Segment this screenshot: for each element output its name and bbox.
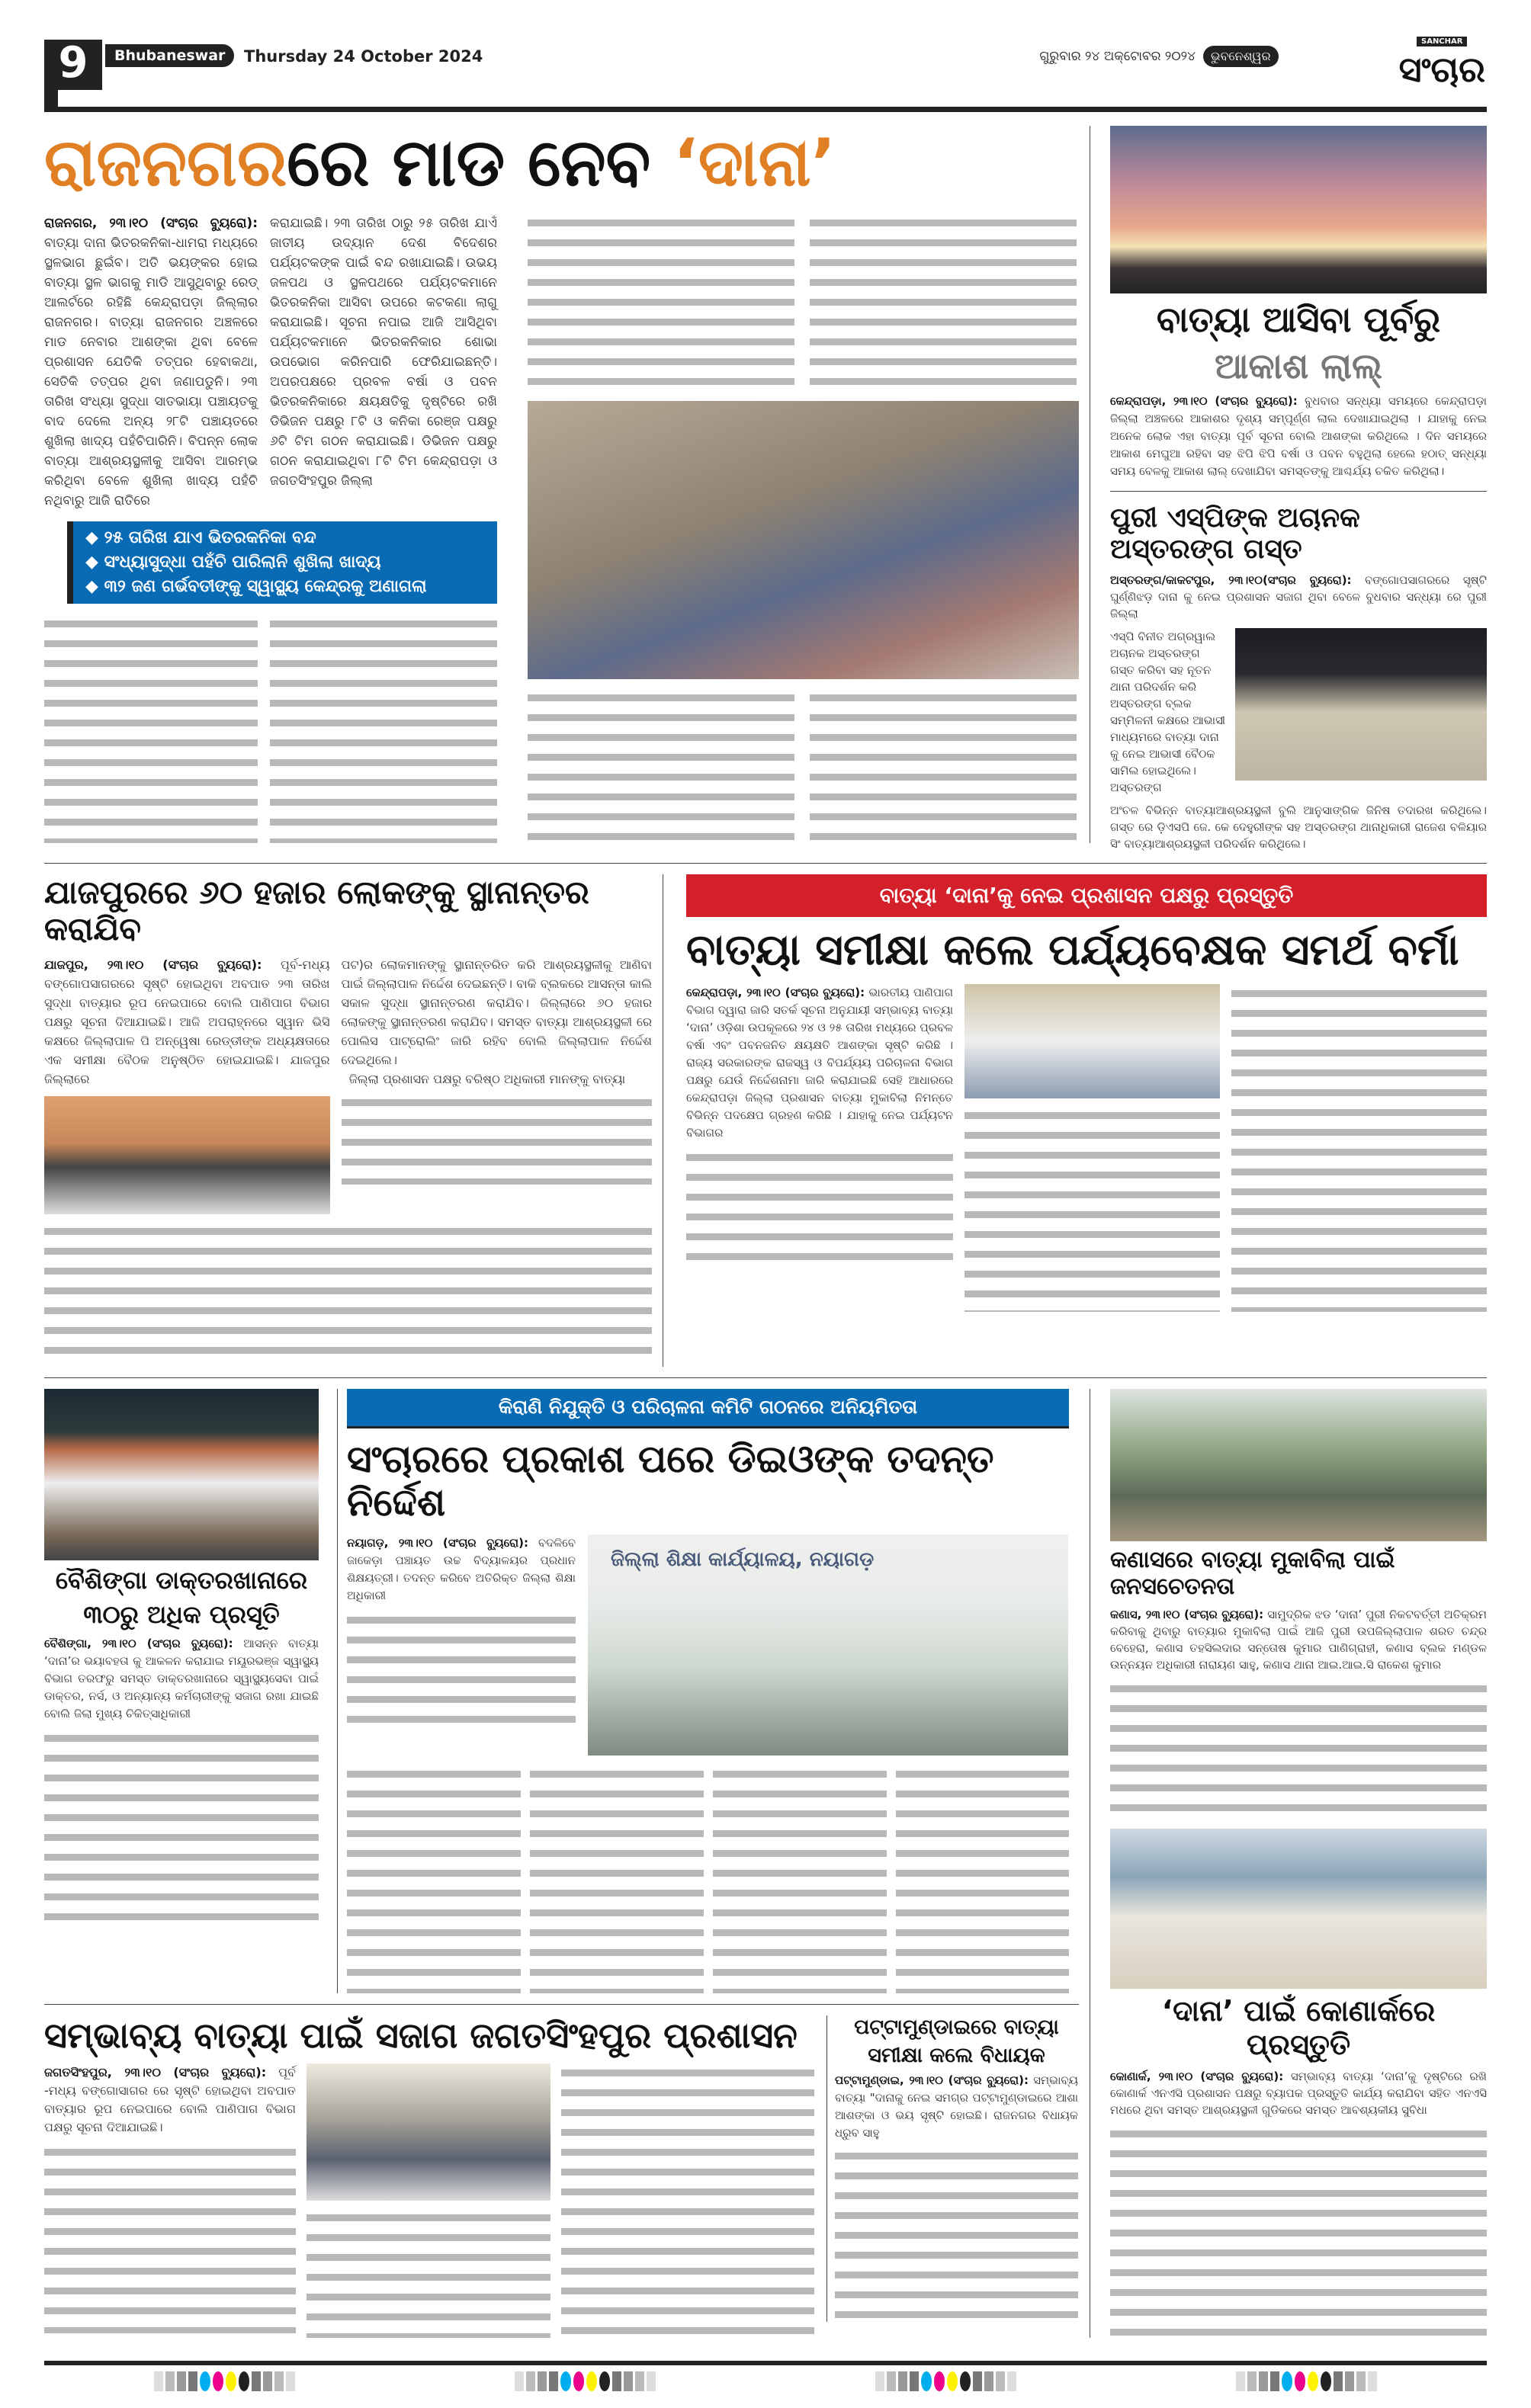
kanas-photo <box>1110 1389 1487 1541</box>
page-header <box>44 37 1487 90</box>
kanas-headline: କଣାସରେ ବାତ୍ୟା ମୁକାବିଲା ପାଇଁ ଜନସଚେତନତା <box>1110 1547 1395 1600</box>
baishinga-text: ବୈଶିଙ୍ଗା, ୨୩।୧୦ (ସଂଚାର ବ୍ୟୁରୋ): ଆସନ୍ନ ବାତ୍ୟା ‘ଦାନା’ର ଭୟାବହତା କୁ ଆକଳନ କରାଯାଇ ମୟୂରଭଞ୍ଜ ସ୍ୱାସ୍ଥ୍ୟ ବିଭାଗ ତରଫରୁ ସମସ୍ତ ଡାକ୍ତରଖାନାରେ ସ୍ୱାସ୍ଥ୍ୟସେବା ପାଇଁ ଡାକ୍ତର, ନର୍ସ, ଓ ଅନ୍ୟାନ୍ୟ କର୍ମଚାରୀଙ୍କୁ ସଜାଗ ରଖା ଯାଇଛି ବୋଲି ଜିଲା ମୁଖ୍ୟ ଚିକିତ୍ସାଧିକାରୀ <box>44 1636 319 1720</box>
lead-col2: କରାଯାଇଛି। ୨୩ ତାରିଖ ଠାରୁ ୨୫ ତାରିଖ ଯାଏଁ ଜାତୀୟ ଉଦ୍ୟାନ ଦେଶ ବିଦେଶର ପର୍ଯ୍ୟଟକଙ୍କ ପାଇଁ ବନ୍ଦ ରଖାଯାଇଛି। ଉଭୟ ଜଳପଥ ଓ ସ୍ଥଳପଥରେ ପର୍ଯ୍ୟଟକମାନେ ଭିତରକନିକା ଆସିବା ଉପରେ କଟକଣା ଲାଗୁ କରାଯାଇଛି। ସୂଚନା ନପାଇ ଆଜି ଆସିଥିବା ପର୍ଯ୍ୟଟକମାନେ ଭିତରକନିକାର ଶୋଭା ଉପଭୋଗ କରିନପାରି ଫେରିଯାଇଛନ୍ତି। ଅପରପକ୍ଷରେ ପ୍ରବଳ ବର୍ଷା ଓ ପବନ ଭିତରକନିକାରେ କ୍ଷୟକ୍ଷତିକୁ ଦୃଷ୍ଟିରେ ରଖି ଡିଭିଜନ ପକ୍ଷରୁ ୮ଟି ଓ କନିକା ରେଞ୍ଜ ପକ୍ଷରୁ ୬ଟି ଟିମ ଗଠନ କରାଯାଇଛି। ଡିଭିଜନ ପକ୍ଷରୁ ଗଠନ କରାଯାଇଥିବା ୮ଟି ଟିମ କେନ୍ଦ୍ରାପଡ଼ା ଓ ଜଗତସିଂହପୁର ଜିଲ୍ଲା <box>270 215 497 489</box>
page-number: 9 <box>44 40 102 90</box>
date-english: Thursday 24 October 2024 <box>244 47 483 66</box>
office-sign: ଜିଲ୍ଲା ଶିକ୍ଷା କାର୍ଯ୍ୟାଳୟ, ନୟାଗଡ଼ <box>611 1547 875 1571</box>
logo-small: SANCHAR <box>1417 37 1467 46</box>
kendrapara-kicker-banner: ବାତ୍ୟା ‘ଦାନା’କୁ ନେଇ ପ୍ରଶାସନ ପକ୍ଷରୁ ପ୍ରସ୍ତୁତି <box>686 874 1487 917</box>
kendrapara-headline: ବାତ୍ୟା ସମୀକ୍ଷା କଲେ ପର୍ଯ୍ୟବେକ୍ଷକ ସମର୍ଥ ବର୍ମା <box>686 925 1459 975</box>
header-rule <box>44 107 1487 112</box>
nayagarh-text: ନୟାଗଡ଼, ୨୩।୧୦ (ସଂଚାର ବ୍ୟୁରୋ): ବଦଳିବେ ଜାକେଡ଼ା ପଞ୍ଚାୟତ ଉଚ୍ଚ ବିଦ୍ୟାଳୟର ପ୍ରଧାନ ଶିକ୍ଷୟତ୍ରୀ। ତଦନ୍ତ କରିବେ ଅତିରିକ୍ତ ଜିଲ୍ଲା ଶିକ୍ଷା ଅଧିକାରୀ <box>347 1535 576 1602</box>
edition-odia-badge: ଭୁବନେଶ୍ୱର <box>1203 46 1279 67</box>
footer-rule <box>44 2361 1487 2365</box>
red-sky-headline-1: ବାତ୍ୟା ଆସିବା ପୂର୍ବରୁ <box>1156 299 1441 340</box>
konark-headline: ‘ଦାନା’ ପାଇଁ କୋଣାର୍କରେ ପ୍ରସ୍ତୁତି <box>1161 1994 1436 2061</box>
color-registration-bar <box>875 2371 1016 2391</box>
observer-meeting-photo <box>964 984 1220 1098</box>
edition-badge: Bhubaneswar <box>105 44 234 67</box>
color-registration-bar <box>154 2371 295 2391</box>
lead-col1: ରାଜନଗର, ୨୩।୧୦ (ସଂଚାର ବ୍ୟୁରୋ): ବାତ୍ୟା ଦାନା ଭିତରକନିକା-ଧାମରା ମଧ୍ୟରେ ସ୍ଥଳଭାଗ ଛୁଇଁବ। ଅତି ଭୟଙ୍କର ହୋଇ ବାତ୍ୟା ସ୍ଥଳ ଭାଗକୁ ମାଡି ଆସୁଥିବାରୁ ରେଡ୍ ଆଲର୍ଟରେ ରହିଛି କେନ୍ଦ୍ରାପଡ଼ା ଜିଲ୍ଲାର ରାଜନଗର। ବାତ୍ୟା ରାଜନଗର ଅଞ୍ଚଳରେ ମାଡ ନେବାର ଆଶଙ୍କା ଥିବା ବେଳେ ପ୍ରଶାସନ ଯେତିକି ତତ୍ପର ହେବାକଥା, ସେତିକି ତତ୍ପର ଥିବା ଜଣାପଡୁନି। ୨୩ ତାରିଖ ସଂଧ୍ୟା ସୁଦ୍ଧା ସାତଭାୟା ପଞ୍ଚାୟତକୁ ବାଦ ଦେଲେ ଅନ୍ୟ ୨୮ଟି ପଞ୍ଚାୟତରେ ଶୁଖିଲା ଖାଦ୍ୟ ପହଁଚିପାରିନି। ବିପନ୍ନ ଲୋକ ବାତ୍ୟା ଆଶ୍ରୟସ୍ଥଳୀକୁ ଆସିବା ଆରମ୍ଭ କରିଥିବା ବେଳେ ଶୁଖିଲା ଖାଦ୍ୟ ପହଁଚି ନଥିବାରୁ ଆଜି ରାତିରେ <box>44 215 258 508</box>
jajpur-story <box>44 874 663 1368</box>
kanas-text: କଣାସ, ୨୩।୧୦ (ସଂଚାର ବ୍ୟୁରୋ): ସାମୁଦ୍ରିକ ଝଡ ‘ଦାନା’ ପୁରୀ ନିକଟବର୍ତ୍ତୀ ଅତିକ୍ରମ କରିବାକୁ ଥିବାରୁ ବାତ୍ୟାର ମୁକାବିଲା ପାଇଁ ଆଜି ପୁରୀ ଉପଜିଲ୍ଲାପାଳ ଶରତ ଚନ୍ଦ୍ର ବେହେରା, କଣାସ ତହସିଲଦାର ସନ୍ତୋଷ କୁମାର ପାଣିଗ୍ରାହୀ, କଣାସ ବ୍ଲକ ମଣ୍ଡଳ ଉନ୍ନୟନ ଅଧିକାରୀ ନାରାୟଣ ସାହୁ, କଣାସ ଥାନା ଆଇ.ଆଇ.ସି ରାକେଶ କୁମାର <box>1110 1608 1487 1672</box>
pattamundai-headline-2: ସମୀକ୍ଷା କଲେ ବିଧାୟକ <box>868 2043 1045 2067</box>
date-odia: ଗୁରୁବାର ୨୪ ଅକ୍ଟୋବର ୨୦୨୪ <box>1039 49 1196 64</box>
red-sky-photo <box>1110 126 1487 293</box>
nayagarh-story <box>337 1389 1069 1993</box>
baishinga-headline-2: ୩୦ରୁ ଅଧିକ ପ୍ରସୂତି <box>83 1599 280 1629</box>
red-sky-text: କେନ୍ଦ୍ରାପଡ଼ା, ୨୩।୧୦ (ସଂଚାର ବ୍ୟୁରୋ): ବୁଧବାର ସନ୍ଧ୍ୟା ସମୟରେ କେନ୍ଦ୍ରାପଡ଼ା ଜିଲ୍ଲା ଅଞ୍ଚଳରେ ଆକାଶର ଦୃଶ୍ୟ ସମ୍ପୂର୍ଣ୍ଣ ଲାଲ ଦେଖାଯାଇଥିଲା । ଯାହାକୁ ନେଇ ଅନେକ ଲୋକ ଏହା ବାତ୍ୟା ପୂର୍ବ ସୂଚନା ବୋଲି ଆଶଙ୍କା କରିଥିଲେ । ଦିନ ସମୟରେ ଆକାଶ ମେଘୁଆ ରହିବା ସହ ଝିପି ଝିପି ବର୍ଷା ଓ ପବନ ବହୁଥିଲା ହେଲେ ହଠାତ୍ ସନ୍ଧ୍ୟା ସମୟ ବେଳକୁ ଆକାଶ ଲାଲ୍ ଦେଖାଯିବା ସମସ୍ତଙ୍କୁ ଆଶ୍ଚର୍ଯ୍ୟ ଚକିତ କରିଥିଲା। <box>1110 393 1487 478</box>
highlight-item: ◆ ୨୫ ତାରିଖ ଯାଏ ଭିତରକନିକା ବନ୍ଦ <box>85 527 316 547</box>
baishinga-story <box>44 1389 319 1927</box>
right-bottom-column <box>1110 1389 1487 2337</box>
deo-office-photo <box>588 1534 1068 1755</box>
lead-highlights-box <box>67 521 497 604</box>
police-patrol-photo <box>1235 628 1487 781</box>
highlight-item: ◆ ସଂଧ୍ୟାସୁଦ୍ଧା ପହଁଚି ପାରିଲାନି ଶୁଖିଲା ଖାଦ୍ୟ <box>85 552 381 572</box>
sanchar-logo: ସଂଚାର <box>1398 49 1485 90</box>
pattamundai-headline-1: ପଟ୍ଟାମୁଣ୍ଡାଇରେ ବାତ୍ୟା <box>854 2015 1059 2039</box>
puri-sp-text: ଅସ୍ତରଙ୍ଗ/କାକଟପୁର, ୨୩।୧୦(ସଂଚାର ବ୍ୟୁରୋ): ବଙ୍ଗୋପସାଗରରେ ସୃଷ୍ଟି ଘୁର୍ଣ୍ଣିଝଡ଼ ଦାନା କୁ ନେଇ ପ୍ରଶାସନ ସଜାଗ ଥିବା ବେଳେ ବୁଧବାର ସନ୍ଧ୍ୟା ରେ ପୁରୀ ଜିଲ୍ଲା <box>1110 572 1487 620</box>
color-registration-bar <box>515 2371 656 2391</box>
lead-story <box>44 126 1090 843</box>
puri-sp-headline: ପୁରୀ ଏସ୍‌ପିଙ୍କ ଅଚାନକ ଅସ୍ତରଙ୍ଗ ଗସ୍ତ <box>1110 502 1360 566</box>
jajpur-col2: ପଟ)ର ଲୋକମାନଙ୍କୁ ସ୍ଥାନାନ୍ତରିତ କରି ଆଶ୍ରୟସ୍ଥଳୀକୁ ଆଣିବା ପାଇଁ ଜିଲ୍ଲାପାଳ ନିର୍ଦ୍ଦେଶ ଦେଇଛନ୍ତି। ବାକି ବ୍ଲକରେ ଆସନ୍ତା କାଲି ସକାଳ ସୁଦ୍ଧା ସ୍ଥାନାନ୍ତରଣ କରାଯିବ। ଜିଲ୍ଲାରେ ୬୦ ହଜାର ଲୋକଙ୍କୁ ସ୍ଥାନାନ୍ତରଣ କରାଯିବ। ସମସ୍ତ ବାତ୍ୟା ଆଶ୍ରୟସ୍ଥଳୀ ରେ ପୋଲିସ ପାଟ୍ରୋଲିଂ ଜାରି ରହିବ ବୋଲି ଜିଲ୍ଲାପାଳ ନିର୍ଦ୍ଦେଶ ଦେଇଥିଲେ। ଜିଲ୍ଲା ପ୍ରଶାସନ ପକ୍ଷରୁ ବରିଷ୍ଠ ଅଧିକାରୀ ମାନଙ୍କୁ ବାତ୍ୟା <box>341 957 652 1087</box>
jagatsinghpur-story <box>44 2015 814 2338</box>
konark-beach-photo <box>1110 1829 1487 1989</box>
right-top-column <box>1110 126 1487 852</box>
pattamundai-text: ପଟ୍ଟାମୁଣ୍ଡାଇ, ୨୩।୧୦ (ସଂଚାର ବ୍ୟୁରୋ): ସମ୍ଭାବ୍ୟ ବାତ୍ୟା "ଦାନାକୁ ନେଇ ସମଗ୍ର ପଟ୍ଟାମୁଣ୍ଡାଇରେ ଆଶା ଆଶଙ୍କା ଓ ଭୟ ସୃଷ୍ଟି ହୋଇଛି। ରାଜନଗର ବିଧାୟକ ଧ୍ରୁବ ସାହୁ <box>835 2073 1078 2140</box>
jajpur-meeting-photo <box>44 1096 330 1214</box>
shelter-photo <box>528 401 1079 679</box>
konark-text: କୋଣାର୍କ, ୨୩।୧୦ (ସଂଚାର ବ୍ୟୁରୋ): ସମ୍ଭାବ୍ୟ ବାତ୍ୟା ‘ଦାନା’କୁ ଦୃଷ୍ଟିରେ ରଖି କୋଣାର୍କ ଏନଏସି ପ୍ରଶାସନ ପକ୍ଷରୁ ବ୍ୟାପକ ପ୍ରସ୍ତୁତି କାର୍ଯ୍ୟ କରାଯିବା ସହିତ ଏନଏସି ମଧରେ ଥିବା ସମସ୍ତ ଆଶ୍ରୟସ୍ଥଳୀ ଗୁଡିକରେ ସମସ୍ତ ଆବଶ୍ୟକୀୟ ସୁବିଧା <box>1110 2069 1487 2117</box>
nayagarh-kicker-banner: କିରାଣି ନିଯୁକ୍ତି ଓ ପରିଚାଳନା କମିଟି ଗଠନରେ ଅନିୟମିତତା <box>347 1389 1069 1428</box>
nayagarh-headline: ସଂଚାରରେ ପ୍ରକାଶ ପରେ ଡିଇଓଙ୍କ ତଦନ୍ତ ନିର୍ଦ୍ଦେଶ <box>347 1436 994 1525</box>
red-sky-headline-2: ଆକାଶ ଲାଲ୍ <box>1214 345 1383 386</box>
puri-sp-text-2: ଏସ୍ପି ବିନୀତ ଅଗ୍ରୱାଲ ଅଚାନକ ଅସ୍ତରଙ୍ଗ ଗସ୍ତ କରିବା ସହ ନୂତନ ଥାନା ପରିଦର୍ଶନ କରି ଅସ୍ତରଙ୍ଗ ବ୍ଲକ ସମ୍ମିଳନୀ କକ୍ଷରେ ଆଭାସୀ ମାଧ୍ୟମରେ ବାତ୍ୟା ଦାନା କୁ ନେଇ ଆଭାସୀ ବୈଠକ ସାମିଲ ହୋଇଥିଲେ। ଅସ୍ତରଙ୍ଗ <box>1110 629 1226 794</box>
puri-sp-text-3: ଅଂଚଳ ବିଭିନ୍ନ ବାତ୍ୟାଆଶ୍ରୟସ୍ଥଳୀ ବୁଲି ଆନୁସାଙ୍ଗିକ ଜିନିଷ ତଦାରଖ କରିଥିଲେ। ଗସ୍ତ ରେ ଡ଼ିଏସପି ଜେ. କେ ଦେହୁରୀଙ୍କ ସହ ଅସ୍ତରଙ୍ଗ ଥାନାଧିକାରୀ ରାଜେଶ ବଳିୟାର ସିଂ ବାତ୍ୟାଆଶ୍ରୟସ୍ଥଳୀ ପରିଦର୍ଶନ କରିଥିଲେ। <box>1110 803 1487 851</box>
jagatsinghpur-text: ଜଗତସିଂହପୁର, ୨୩।୧୦ (ସଂଚାର ବ୍ୟୁରୋ): ପୂର୍ବ -ମଧ୍ୟ ବଙ୍ଗୋସାଗର ରେ ସୃଷ୍ଟି ହୋଇଥିବା ଅବପାତ ବାତ୍ୟାର ରୂପ ନେଇପାରେ ବୋଲି ପାଣିପାଗ ବିଭାଗ ପକ୍ଷରୁ ସୂଚନା ଦିଆଯାଇଛି। <box>44 2064 296 2134</box>
kendrapara-text: କେନ୍ଦ୍ରାପଡ଼ା, ୨୩।୧୦ (ସଂଚାର ବ୍ୟୁରୋ): ଭାରତୀୟ ପାଣିପାଗ ବିଭାଗ ଦ୍ୱାରା ଜାରି ସତର୍କ ସୂଚନା ଅନୁଯାୟୀ ସମ୍ଭାବ୍ୟ ବାତ୍ୟା ‘ଦାନା’ ଓଡ଼ିଶା ଉପକୂଳରେ ୨୪ ଓ ୨୫ ତାରିଖ ମଧ୍ୟରେ ପ୍ରବଳ ବର୍ଷା ଏବଂ ପବନଜନିତ କ୍ଷୟକ୍ଷତି ଆଶଙ୍କା ସୃଷ୍ଟି କରିଛି । ରାଜ୍ୟ ସରକାରଙ୍କ ରାଜସ୍ୱ ଓ ବିପର୍ଯ୍ୟୟ ପରିଚାଳନା ବିଭାଗ ପକ୍ଷରୁ ଯେଉଁ ନିର୍ଦ୍ଦେଶନାମା ଜାରି କରାଯାଇଛି ସେହି ଆଧାରରେ କେନ୍ଦ୍ରାପଡ଼ା ଜିଲ୍ଲା ପ୍ରଶାସନ ବାତ୍ୟା ମୁକାବିଲା ନିମନ୍ତେ ବିଭିନ୍ନ ପଦକ୍ଷେପ ଗ୍ରହଣ କରିଛି । ଯାହାକୁ ନେଇ ପର୍ଯ୍ୟଟନ ବିଭାଗର <box>686 986 953 1140</box>
highlight-item: ◆ ୩୨ ଜଣ ଗର୍ଭବତୀଙ୍କୁ ସ୍ୱାସ୍ଥ୍ୟ କେନ୍ଦ୍ରକୁ ଅଣାଗଲା <box>85 576 427 596</box>
hospital-photo <box>44 1389 319 1560</box>
jajpur-headline: ଯାଜପୁରରେ ୬୦ ହଜାର ଲୋକଙ୍କୁ ସ୍ଥାନାନ୍ତର କରାଯିବ <box>44 873 589 947</box>
jajpur-col1: ଯାଜପୁର, ୨୩।୧୦ (ସଂଚାର ବ୍ୟୁରୋ): ପୂର୍ବ-ମଧ୍ୟ ବଙ୍ଗୋପସାଗରରେ ସୃଷ୍ଟି ହୋଇଥିବା ଅବପାତ ୨୩ ତାରିଖ ସୁଦ୍ଧା ବାତ୍ୟାର ରୂପ ନେଇପାରେ ବୋଲି ପାଣିପାଗ ବିଭାଗ ପକ୍ଷରୁ ସୂଚନା ଦିଆଯାଇଛି। ଆଜି ଅପରାହ୍ନରେ ସ୍ୱାନ ଭିସି କକ୍ଷରେ ଜିଲ୍ଲାପାଳ ପି ଅନ୍ୱେଷା ରେଡ୍ଡୀଙ୍କ ଅଧ୍ୟକ୍ଷତାରେ ଏକ ସମୀକ୍ଷା ବୈଠକ ଅନୁଷ୍ଠିତ ହୋଇଯାଇଛି। ଯାଜପୁର ଜିଲ୍ଲାରେ <box>44 957 330 1087</box>
lead-headline: ରାଜନଗରରେ ମାଡ ନେବ ‘ଦାନା’ <box>44 125 836 201</box>
color-registration-bar <box>1236 2371 1377 2391</box>
baishinga-headline-1: ବୈଶିଙ୍ଗା ଡାକ୍ତରଖାନାରେ <box>55 1566 308 1595</box>
jagatsinghpur-headline: ସମ୍ଭାବ୍ୟ ବାତ୍ୟା ପାଇଁ ସଜାଗ ଜଗତସିଂହପୁର ପ୍ରଶାସନ <box>44 2014 798 2056</box>
jagatsinghpur-meeting-photo <box>307 2063 550 2201</box>
kendrapara-story <box>686 874 1487 1313</box>
pattamundai-story <box>826 2015 1078 2322</box>
